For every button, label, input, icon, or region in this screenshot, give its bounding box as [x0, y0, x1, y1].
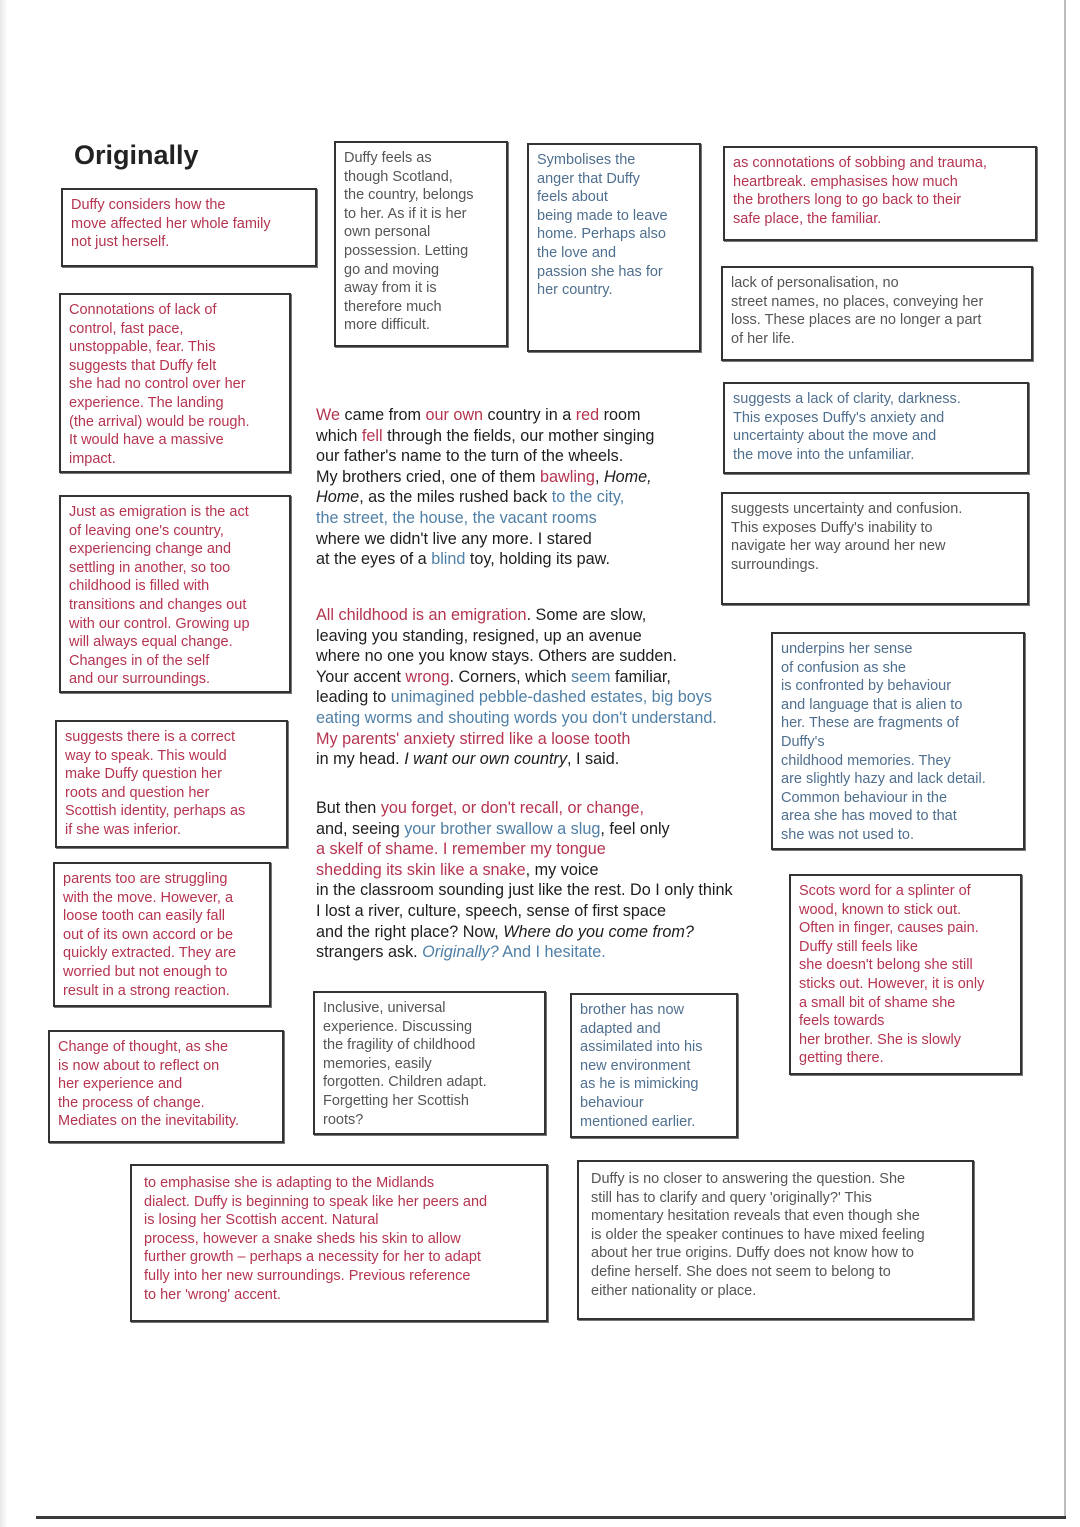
note-line: Inclusive, universal [323, 1000, 446, 1016]
poem-stanza-2 [316, 605, 717, 770]
poem-line: and the right place? Now, Where do you come from? [316, 922, 694, 941]
note-line: behaviour [580, 1094, 644, 1111]
note-line: roots and question her [65, 784, 210, 801]
poem-line: and, seeing your brother swallow a slug, feel only [316, 819, 670, 838]
note-line: of confusion as she [781, 659, 906, 676]
note-line: loose tooth can easily fall [63, 908, 226, 925]
note-inclusive-universal [313, 991, 546, 1135]
poem-line: But then you forget, or don't recall, or change, [316, 799, 644, 817]
note-line: Duffy is no closer to answering the question. She [591, 1171, 906, 1187]
note-line: childhood is filled with [69, 578, 210, 595]
poem-line: eating worms and shouting words you don't understand. [316, 708, 717, 727]
note-line: control, fast pace, [69, 320, 184, 337]
note-line: worried but not enough to [63, 963, 228, 980]
note-line: go and moving [344, 261, 440, 278]
note-line: make Duffy question her [65, 766, 222, 783]
poem-line: My brothers cried, one of them bawling, Home, [316, 467, 652, 486]
note-line: as connotations of sobbing and trauma, [733, 155, 987, 171]
note-line: Scots word for a splinter of [799, 883, 971, 899]
note-no-closer [577, 1160, 974, 1320]
note-line: Duffy still feels like [799, 938, 918, 955]
note-feels-as-though [334, 141, 508, 347]
note-midlands-dialect [130, 1164, 548, 1322]
note-line: Symbolises the [537, 152, 636, 168]
note-line: of leaving one's country, [69, 522, 224, 539]
note-line: move affected her whole family [71, 215, 271, 232]
note-line: the move into the unfamiliar. [733, 446, 915, 463]
note-line: impact. [69, 450, 116, 467]
note-line: heartbreak. emphasises how much [733, 173, 958, 190]
note-line: Changes in of the self [69, 652, 210, 669]
note-line: safe place, the familiar. [733, 210, 882, 227]
note-line: away from it is [344, 280, 437, 297]
poem-line: I lost a river, culture, speech, sense of first space [316, 901, 666, 920]
note-line: she had no control over her [69, 376, 246, 393]
note-parents-struggling [53, 862, 271, 1007]
note-line: Connotations of lack of [69, 302, 217, 318]
poem-line: which fell through the fields, our mother singing [316, 426, 655, 445]
note-line: brother has now [580, 1002, 684, 1018]
note-lack-personalisation [721, 266, 1033, 361]
note-line: fully into her new surroundings. Previous reference [144, 1267, 471, 1284]
note-line: suggests there is a correct [65, 729, 236, 745]
note-correct-way [55, 720, 288, 848]
note-line: sticks out. However, it is only [799, 975, 985, 992]
note-line: dialect. Duffy is beginning to speak like her peers and [144, 1193, 488, 1210]
note-line: the country, belongs [344, 187, 474, 204]
note-brother-adapted [570, 993, 738, 1138]
poem-line: leaving you standing, resigned, up an avenue [316, 626, 642, 645]
poem-line: Home, as the miles rushed back to the city, [316, 488, 625, 507]
note-line: still has to clarify and query 'originally?' This [591, 1189, 872, 1206]
note-line: experience. Discussing [323, 1018, 473, 1035]
note-line: her. These are fragments of [781, 715, 959, 732]
note-line: the love and [537, 244, 617, 261]
note-line: suggests that Duffy felt [69, 357, 217, 374]
note-line: her experience and [58, 1076, 183, 1093]
note-line: forgotten. Children adapt. [323, 1074, 487, 1091]
note-line: This exposes Duffy's inability to [731, 519, 933, 536]
note-line: is older the speaker continues to have mixed feeling [591, 1226, 925, 1243]
note-line: not just herself. [71, 234, 170, 251]
note-line: her country. [537, 282, 613, 299]
poem-stanza-1 [316, 405, 654, 570]
note-line: quickly extracted. They are [63, 945, 237, 962]
note-line: assimilated into his [580, 1039, 703, 1056]
poem-line: leading to unimagined pebble-dashed estates, big boys [316, 688, 712, 707]
note-line: It would have a massive [69, 432, 224, 449]
note-line: the fragility of childhood [323, 1037, 476, 1054]
note-line: memories, easily [323, 1055, 432, 1072]
note-line: and our surroundings. [69, 671, 211, 688]
poem-line: Your accent wrong. Corners, which seem familiar, [316, 667, 671, 686]
note-line: street names, no places, conveying her [731, 293, 984, 310]
note-line: Scottish identity, perhaps as [65, 803, 246, 820]
note-line: parents too are struggling [63, 871, 228, 887]
note-line: Change of thought, as she [58, 1039, 229, 1055]
poem-line: in the classroom sounding just like the rest. Do I only think [316, 881, 733, 900]
poem-line: a skelf of shame. I remember my tongue [316, 840, 606, 859]
page-edge-bottom [36, 1516, 1066, 1519]
note-line: being made to leave [537, 207, 668, 224]
note-line: define herself. She does not seem to belong to [591, 1263, 891, 1280]
note-line: suggests uncertainty and confusion. [731, 501, 963, 517]
note-line: Mediates on the inevitability. [58, 1113, 240, 1130]
note-line: about her true origins. Duffy does not know how to [591, 1245, 914, 1262]
poem-line: We came from our own country in a red room [316, 406, 641, 424]
note-line: This exposes Duffy's anxiety and [733, 409, 945, 426]
note-line: is now about to reflect on [58, 1057, 220, 1074]
note-line: to her. As if it is her [344, 205, 467, 222]
poem-line: shedding its skin like a snake, my voice [316, 860, 599, 879]
note-line: momentary hesitation reveals that even though she [591, 1208, 920, 1225]
note-line: passion she has for [537, 263, 663, 280]
note-line: Duffy's [781, 733, 825, 750]
note-line: therefore much [344, 298, 442, 315]
note-line: more difficult. [344, 317, 430, 334]
note-line: new environment [580, 1057, 691, 1074]
note-line: is confronted by behaviour [781, 678, 952, 695]
note-confusion-sense [771, 632, 1025, 850]
note-line: the brothers long to go back to their [733, 192, 962, 209]
poem-line: strangers ask. Originally? And I hesitate. [316, 943, 606, 962]
note-uncertainty-confusion [721, 492, 1029, 605]
note-line: feels towards [799, 1013, 885, 1030]
note-line: uncertainty about the move and [733, 428, 937, 445]
note-sobbing-trauma [723, 146, 1037, 241]
note-line: if she was inferior. [65, 821, 182, 838]
note-line: as he is mimicking [580, 1076, 699, 1093]
note-line: result in a strong reaction. [63, 982, 230, 999]
note-lack-control [59, 293, 291, 473]
note-line: are slightly hazy and lack detail. [781, 771, 986, 788]
note-line: a small bit of shame she [799, 994, 956, 1011]
note-line: own personal [344, 224, 431, 241]
note-line: to emphasise she is adapting to the Midlands [144, 1175, 435, 1191]
note-line: wood, known to stick out. [799, 901, 961, 918]
note-line: possession. Letting [344, 242, 469, 259]
note-line: to her 'wrong' accent. [144, 1286, 281, 1303]
note-line: (the arrival) would be rough. [69, 413, 250, 430]
poem-line: My parents' anxiety stirred like a loose tooth [316, 729, 631, 748]
note-lack-clarity [723, 382, 1029, 474]
note-line: with our control. Growing up [69, 615, 250, 632]
note-line: process, however a snake sheds his skin to allow [144, 1230, 461, 1247]
note-line: though Scotland, [344, 168, 453, 185]
note-line: Duffy feels as [344, 150, 432, 166]
note-line: way to speak. This would [65, 747, 227, 764]
poem-line: the street, the house, the vacant rooms [316, 508, 597, 527]
poem-line: in my head. I want our own country, I said. [316, 750, 620, 769]
poem-stanza-3 [316, 798, 733, 963]
note-line: childhood memories. They [781, 752, 951, 769]
note-line: navigate her way around her new [731, 538, 946, 555]
note-line: roots? [323, 1111, 364, 1128]
note-whole-family [61, 188, 317, 267]
note-symbolises-anger [527, 143, 701, 352]
page-title: Originally [74, 140, 199, 170]
note-line: anger that Duffy [537, 170, 640, 187]
note-line: the process of change. [58, 1094, 205, 1111]
note-emigration-act [59, 495, 291, 693]
note-line: experiencing change and [69, 541, 232, 558]
note-line: getting there. [799, 1050, 884, 1067]
note-line: out of its own accord or be [63, 926, 234, 943]
note-line: Forgetting her Scottish [323, 1092, 469, 1109]
poem-line: All childhood is an emigration. Some are slow, [316, 606, 647, 624]
poem-line: where no one you know stays. Others are sudden. [316, 647, 677, 666]
note-line: adapted and [580, 1020, 661, 1037]
note-line: unstoppable, fear. This [69, 339, 216, 356]
note-line: loss. These places are no longer a part [731, 312, 982, 329]
note-line: of her life. [731, 330, 795, 347]
note-line: mentioned earlier. [580, 1113, 696, 1130]
note-line: Often in finger, causes pain. [799, 920, 979, 937]
note-line: Common behaviour in the [781, 789, 948, 806]
note-line: home. Perhaps also [537, 226, 666, 243]
note-line: suggests a lack of clarity, darkness. [733, 391, 961, 407]
note-scots-word [789, 874, 1022, 1075]
note-change-thought [48, 1030, 284, 1143]
note-line: her brother. She is slowly [799, 1031, 961, 1048]
note-line: Just as emigration is the act [69, 504, 249, 520]
note-line: settling in another, so too [69, 559, 231, 576]
poem-line: at the eyes of a blind toy, holding its paw. [316, 550, 610, 569]
note-line: surroundings. [731, 556, 819, 573]
note-line: is losing her Scottish accent. Natural [144, 1212, 379, 1229]
note-line: either nationality or place. [591, 1282, 757, 1299]
note-line: lack of personalisation, no [731, 275, 899, 291]
note-line: feels about [537, 189, 608, 206]
note-line: and language that is alien to [781, 696, 963, 713]
poem-line: our father's name to the turn of the wheels. [316, 447, 624, 466]
note-line: experience. The landing [69, 394, 224, 411]
poem-line: where we didn't live any more. I stared [316, 529, 592, 548]
note-line: will always equal change. [69, 634, 233, 651]
note-line: area she has moved to that [781, 808, 957, 825]
note-line: transitions and changes out [69, 596, 247, 613]
note-line: underpins her sense [781, 641, 913, 657]
scan-shadow [0, 0, 8, 1527]
note-line: she was not used to. [781, 826, 914, 843]
note-line: with the move. However, a [63, 889, 234, 906]
note-line: Duffy considers how the [71, 197, 226, 213]
note-line: she doesn't belong she still [799, 957, 973, 974]
page-edge-right [1064, 0, 1066, 1519]
note-line: further growth – perhaps a necessity for her to adapt [144, 1249, 481, 1266]
